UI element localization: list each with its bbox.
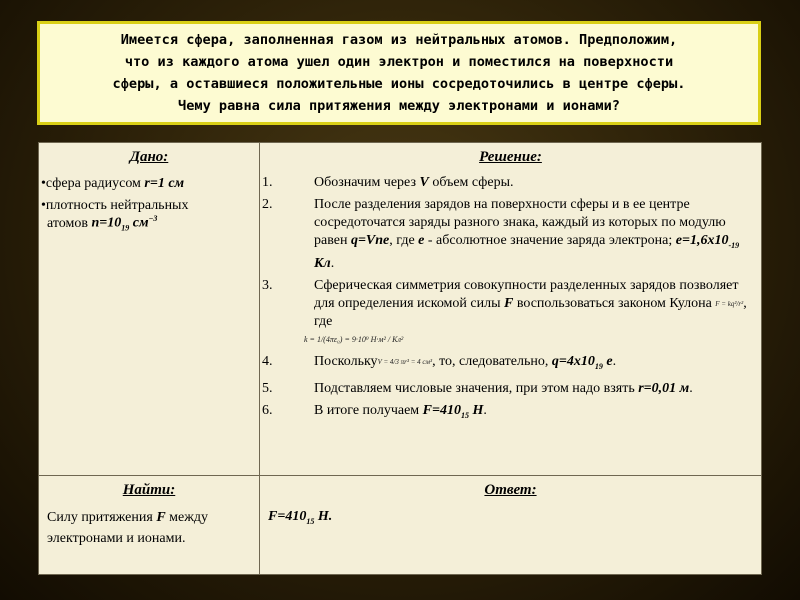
solution-step: 4. ПосколькуV = 4/3 πr³ = 4 см³, то, следовательно, $q=4x10_{19}$ е. <box>262 354 617 372</box>
volume-formula: V = 4/3 πr³ = 4 см³ <box>377 358 433 367</box>
answer-cell <box>260 476 762 575</box>
solution-step: 1. Обозначим через V объем сферы. <box>262 175 514 190</box>
solution-table <box>38 142 762 575</box>
problem-line: Чему равна сила притяжения между электронами и ионами? <box>178 98 620 114</box>
problem-statement <box>37 21 761 125</box>
solution-cell <box>260 143 762 476</box>
find-text: Силу притяжения F между электронами и ионами. <box>47 510 209 546</box>
find-cell <box>39 476 260 575</box>
solution-step: 6. В итоге получаем $F=410_{15}$ Н. <box>262 403 487 421</box>
coulomb-formula: F = kq²/r² <box>715 299 744 308</box>
solution-step: 2. После разделения зарядов на поверхности сферы и в ее центре сосредоточатся заряды разного знака, каждый из которых по модулю равен q=Vne, где e - абсолютное значение заряда электрона; $e=1,6x10_{-19}$ Кл. <box>262 197 740 271</box>
solution-header: Решение: <box>479 149 542 165</box>
given-cell <box>39 143 260 476</box>
given-item: •сфера радиусом r=1 см <box>41 176 185 191</box>
solution-step: 5. Подставляем числовые значения, при этом надо взять r=0,01 м. <box>262 381 693 397</box>
problem-line: сферы, а оставшиеся положительные ионы сосредоточились в центре сферы. <box>112 76 686 92</box>
given-header: Дано: <box>129 149 169 165</box>
answer-value: $F=410_{15}$ Н. <box>268 509 333 526</box>
answer-header: Ответ: <box>484 482 537 498</box>
given-list <box>39 176 259 232</box>
k-constant-formula: k = 1/(4πε₀) = 9·10⁹ Н·м² / Кл² <box>304 335 404 345</box>
problem-line: что из каждого атома ушел один электрон и поместился на поверхности <box>124 54 674 70</box>
given-item: •плотность нейтральных атомов $n=10_{19}$ $см^{-3}$ <box>41 198 189 233</box>
problem-line: Имеется сфера, заполненная газом из нейтральных атомов. Предположим, <box>120 32 678 48</box>
solution-step: 3. Сферическая симметрия совокупности разделенных зарядов позволяет для определения искомой силы F воспользоваться законом Кулона F = kq²/r², где k = 1/(4πε₀) = 9·10⁹ Н·м² / Кл² <box>260 277 761 349</box>
find-header: Найти: <box>122 482 176 498</box>
